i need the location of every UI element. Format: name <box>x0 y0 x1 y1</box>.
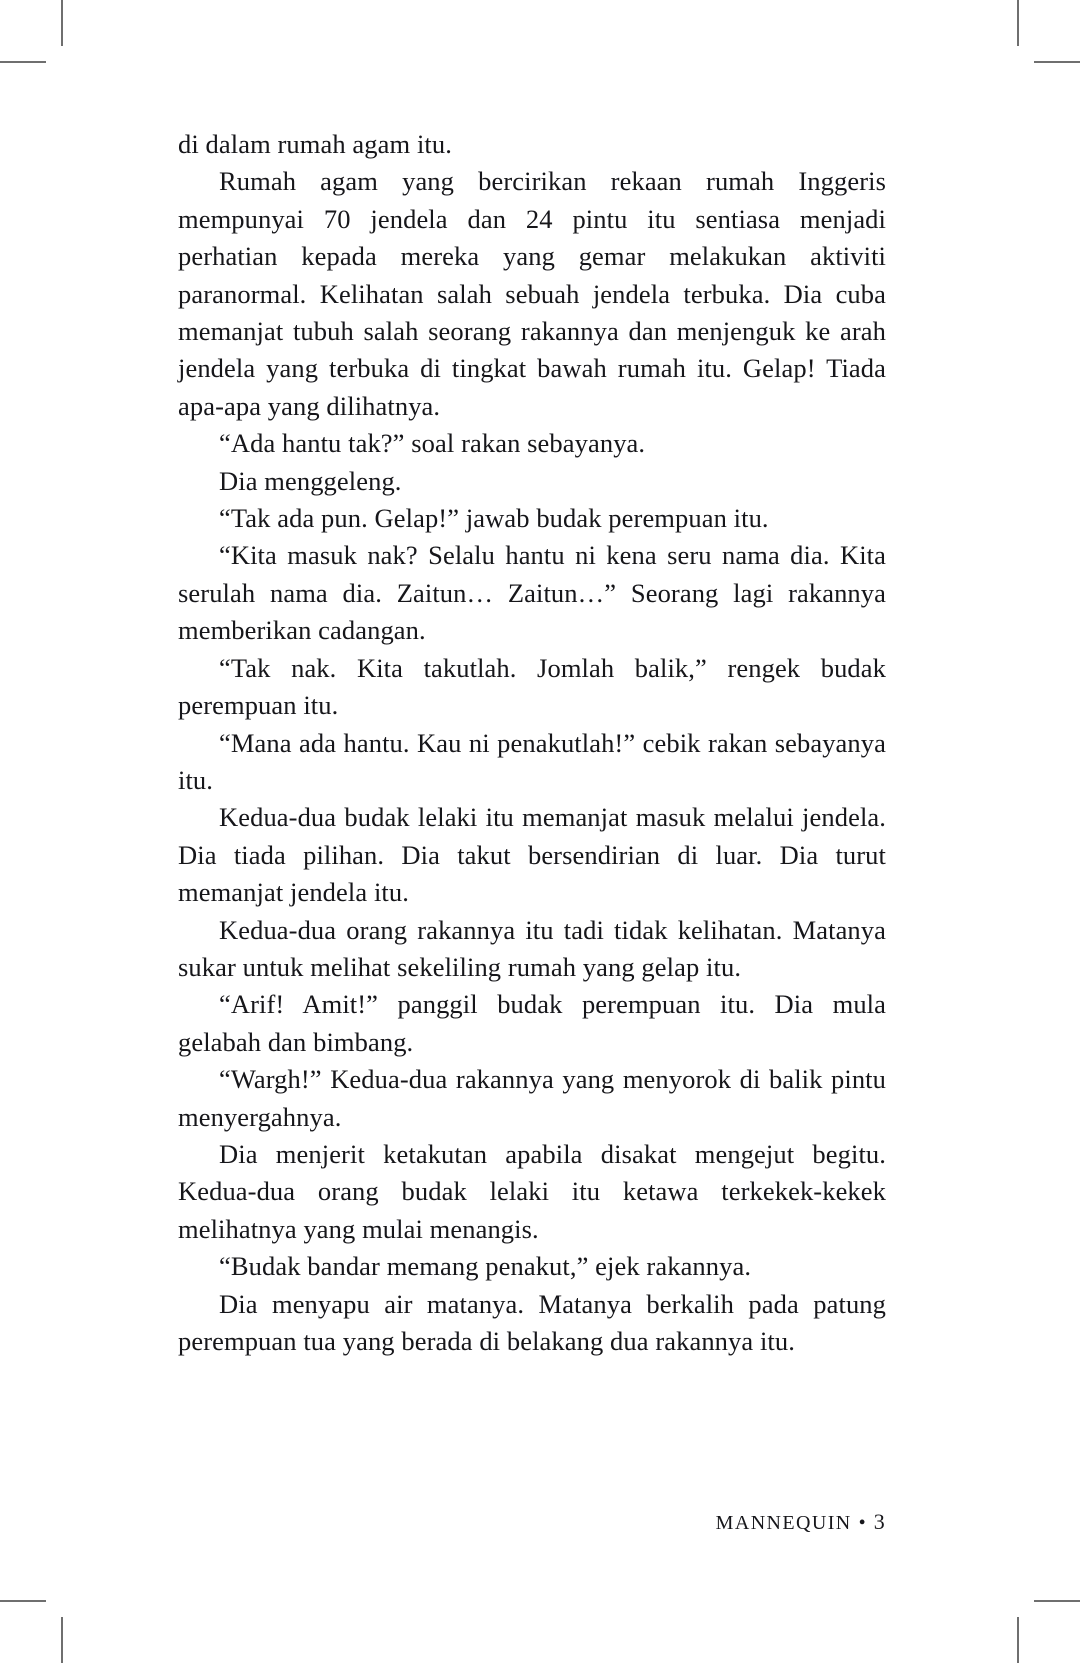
paragraph: “Arif! Amit!” panggil budak perempuan itu. Dia mula gelabah dan bimbang. <box>178 989 886 1057</box>
paragraph: Rumah agam yang bercirikan rekaan rumah Inggeris mempunyai 70 jendela dan 24 pintu itu sentiasa menjadi perhatian kepada mereka yang gemar melakukan aktiviti paranormal. Kelihatan salah sebuah jendela terbuka. Dia cuba memanjat tubuh salah seorang rakannya dan menjenguk ke arah jendela yang terbuka di tingkat bawah rumah itu. Gelap! Tiada apa-apa yang dilihatnya. <box>178 166 886 421</box>
crop-mark-top-left-vertical <box>61 0 63 46</box>
paragraph: “Mana ada hantu. Kau ni penakutlah!” cebik rakan sebayanya itu. <box>178 727 886 795</box>
paragraph: “Ada hantu tak?” soal rakan sebayanya. <box>219 428 646 459</box>
paragraph: “Tak nak. Kita takutlah. Jomlah balik,” rengek budak perempuan itu. <box>178 652 886 721</box>
paragraph: Dia menyapu air matanya. Matanya berkalih pada patung perempuan tua yang berada di belakang dua rakannya itu. <box>178 1288 886 1356</box>
page-number: 3 <box>873 1509 886 1534</box>
crop-mark-top-right-horizontal <box>1034 61 1080 63</box>
crop-mark-bottom-left-vertical <box>61 1617 63 1663</box>
crop-mark-bottom-right-vertical <box>1017 1617 1019 1663</box>
paragraph: “Tak ada pun. Gelap!” jawab budak perempuan itu. <box>219 503 769 534</box>
paragraph: “Kita masuk nak? Selalu hantu ni kena seru nama dia. Kita serulah nama dia. Zaitun… Zaitun…” Seorang lagi rakannya memberikan cadangan. <box>178 540 886 646</box>
crop-mark-top-right-vertical <box>1017 0 1019 46</box>
page-footer <box>178 1509 886 1535</box>
paragraph: di dalam rumah agam itu. <box>178 129 452 159</box>
footer-inner <box>716 1509 886 1535</box>
body-text-block <box>178 126 886 1360</box>
paragraph: Dia menjerit ketakutan apabila disakat mengejut begitu. Kedua-dua orang budak lelaki itu ketawa terkekek-kekek melihatnya yang mulai menangis. <box>178 1138 886 1244</box>
crop-mark-top-left-horizontal <box>0 61 46 63</box>
paragraph: Kedua-dua orang rakannya itu tadi tidak kelihatan. Matanya sukar untuk melihat sekeliling rumah yang gelap itu. <box>178 914 886 982</box>
crop-mark-bottom-left-horizontal <box>0 1600 46 1602</box>
paragraph: Kedua-dua budak lelaki itu memanjat masuk melalui jendela. Dia tiada pilihan. Dia takut bersendirian di luar. Dia turut memanjat jendela itu. <box>178 802 886 908</box>
paragraph: “Budak bandar memang penakut,” ejek rakannya. <box>219 1251 752 1282</box>
paragraph: Dia menggeleng. <box>219 465 402 496</box>
paragraph: “Wargh!” Kedua-dua rakannya yang menyorok di balik pintu menyergahnya. <box>178 1064 886 1132</box>
crop-mark-bottom-right-horizontal <box>1034 1600 1080 1602</box>
footer-separator-bullet: • <box>858 1512 867 1534</box>
running-head-title: MANNEQUIN <box>715 1512 852 1534</box>
